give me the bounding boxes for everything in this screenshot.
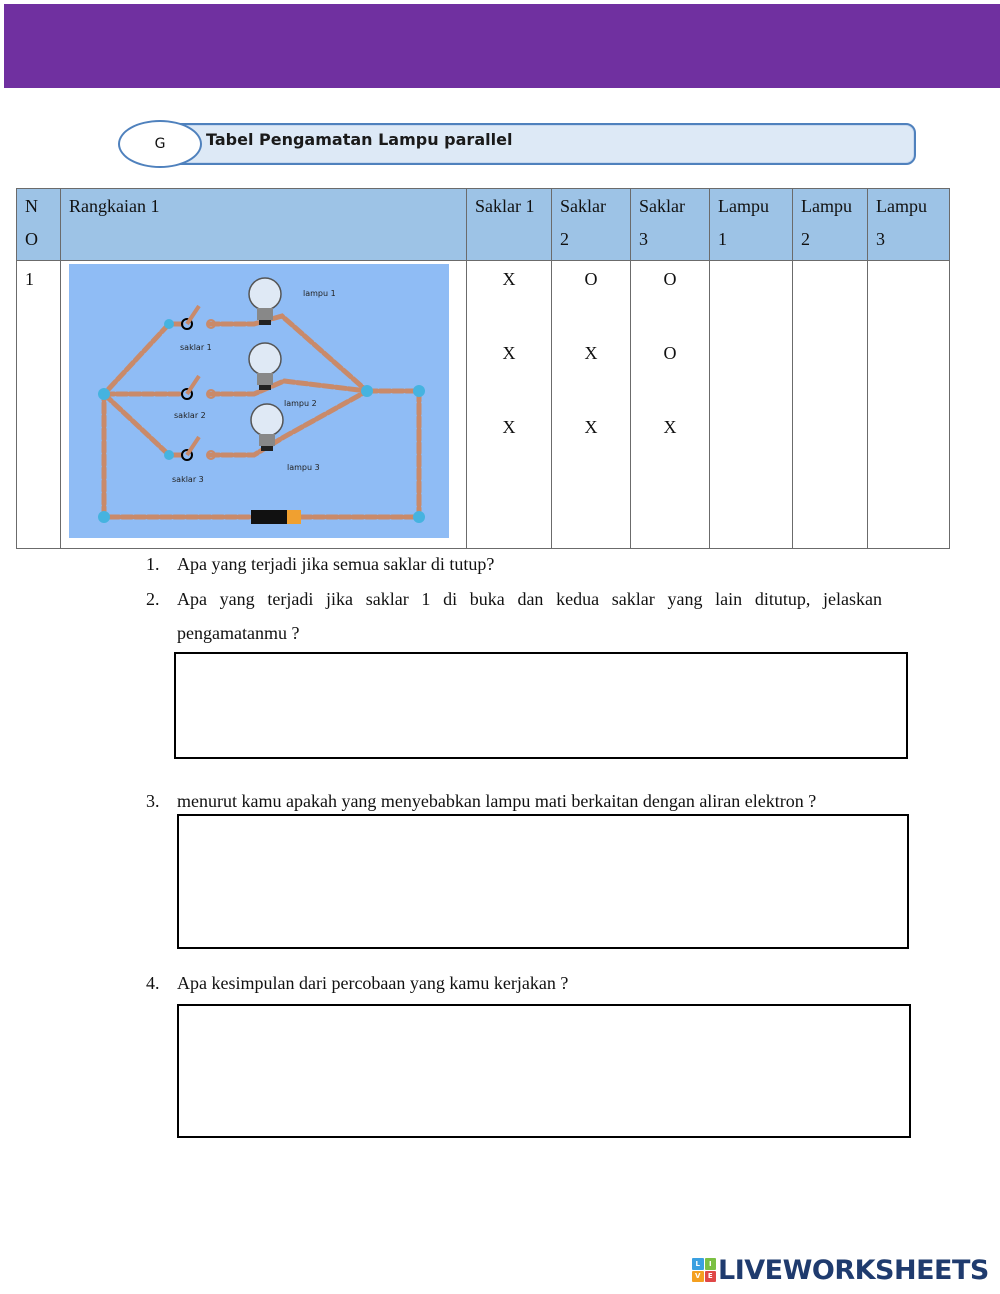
parallel-circuit-diagram (69, 264, 449, 538)
label-lampu-1: lampu 1 (303, 289, 336, 298)
section-header (118, 118, 918, 170)
answer-box-4[interactable] (177, 1004, 911, 1138)
label-lampu-3: lampu 3 (287, 463, 320, 472)
section-title: Tabel Pengamatan Lampu parallel (206, 130, 513, 149)
header-saklar-1: Saklar 1 (467, 189, 552, 261)
liveworksheets-brand (692, 1255, 989, 1285)
observation-table (16, 188, 950, 549)
battery (251, 510, 301, 524)
cell-saklar-3-values: O O X (631, 261, 710, 549)
question-4: 4. Apa kesimpulan dari percobaan yang kamu kerjakan ? (146, 973, 569, 993)
liveworksheets-logo-icon: L I V E (692, 1258, 716, 1282)
question-2: 2. Apa yang terjadi jika saklar 1 di buka dan kedua saklar yang lain ditutup, jelaskan pengamatanmu ? (146, 589, 882, 643)
cell-lampu-2-input[interactable] (793, 261, 868, 549)
header-saklar-3: Saklar 3 (631, 189, 710, 261)
header-lampu-2: Lampu 2 (793, 189, 868, 261)
question-1: 1. Apa yang terjadi jika semua saklar di tutup? (146, 554, 495, 574)
question-3: 3. menurut kamu apakah yang menyebabkan lampu mati berkaitan dengan aliran elektron ? (146, 791, 817, 811)
top-banner (4, 4, 1000, 88)
label-saklar-1: saklar 1 (180, 343, 212, 352)
section-letter-badge: G (118, 120, 202, 168)
label-saklar-2: saklar 2 (174, 411, 206, 420)
answer-box-3[interactable] (177, 814, 909, 949)
cell-no: 1 (17, 261, 61, 549)
header-lampu-3: Lampu 3 (868, 189, 950, 261)
header-saklar-2: Saklar 2 (552, 189, 631, 261)
table-header-row (17, 189, 950, 261)
header-rangkaian: Rangkaian 1 (61, 189, 467, 261)
label-saklar-3: saklar 3 (172, 475, 204, 484)
header-no: N O (17, 189, 61, 261)
answer-box-2[interactable] (174, 652, 908, 759)
cell-saklar-1-values: X X X (467, 261, 552, 549)
cell-circuit (61, 261, 467, 549)
brand-name: LIVEWORKSHEETS (718, 1254, 989, 1286)
label-lampu-2: lampu 2 (284, 399, 317, 408)
cell-saklar-2-values: O X X (552, 261, 631, 549)
cell-lampu-3-input[interactable] (868, 261, 950, 549)
header-lampu-1: Lampu 1 (710, 189, 793, 261)
table-row (17, 261, 950, 549)
cell-lampu-1-input[interactable] (710, 261, 793, 549)
